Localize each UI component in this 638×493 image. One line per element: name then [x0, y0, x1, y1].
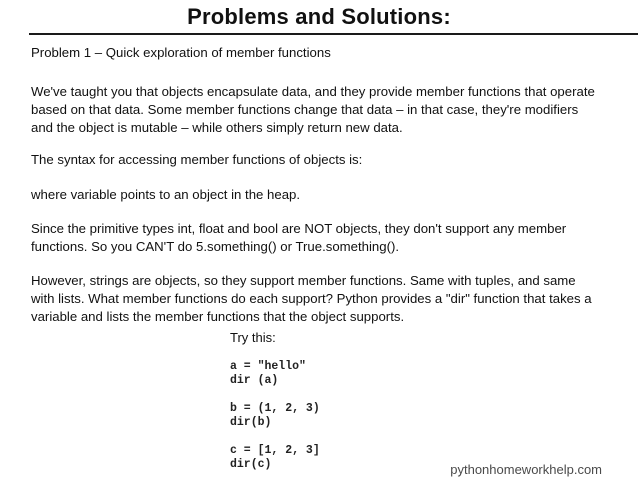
code-line: dir (a)	[230, 374, 279, 387]
title-divider	[29, 33, 638, 35]
paragraph-strings-line: with lists. What member functions do each support? Python provides a "dir" function that takes a	[31, 291, 592, 306]
code-line: c = [1, 2, 3]	[230, 444, 320, 457]
code-line: dir(c)	[230, 458, 272, 471]
paragraph-variable: where variable points to an object in the heap.	[31, 187, 301, 202]
paragraph-strings-line: variable and lists the member functions that the object supports.	[31, 309, 405, 324]
code-line: dir(b)	[230, 416, 272, 429]
paragraph-primitives-line: functions. So you CAN'T do 5.something() or True.something().	[31, 239, 400, 254]
code-sample	[226, 330, 346, 480]
paragraph-strings-line: However, strings are objects, so they support member functions. Same with tuples, and same	[31, 273, 576, 288]
try-this-label: Try this:	[230, 330, 276, 345]
code-line: b = (1, 2, 3)	[230, 402, 320, 415]
paragraph-objects-line: We've taught you that objects encapsulate data, and they provide member functions that operate	[31, 84, 595, 99]
paragraph-objects-line: and the object is mutable – while others simply return new data.	[31, 120, 403, 135]
paragraph-primitives-line: Since the primitive types int, float and bool are NOT objects, they don't support any member	[31, 221, 567, 236]
slide-title: Problems and Solutions:	[187, 4, 451, 29]
paragraph-objects-line: based on that data. Some member functions change that data – in that case, they're modifiers	[31, 102, 579, 117]
footer-url: pythonhomeworkhelp.com	[450, 462, 602, 477]
problem-heading: Problem 1 – Quick exploration of member functions	[31, 45, 331, 60]
code-line: a = "hello"	[230, 360, 306, 373]
paragraph-syntax: The syntax for accessing member functions of objects is:	[31, 152, 363, 167]
